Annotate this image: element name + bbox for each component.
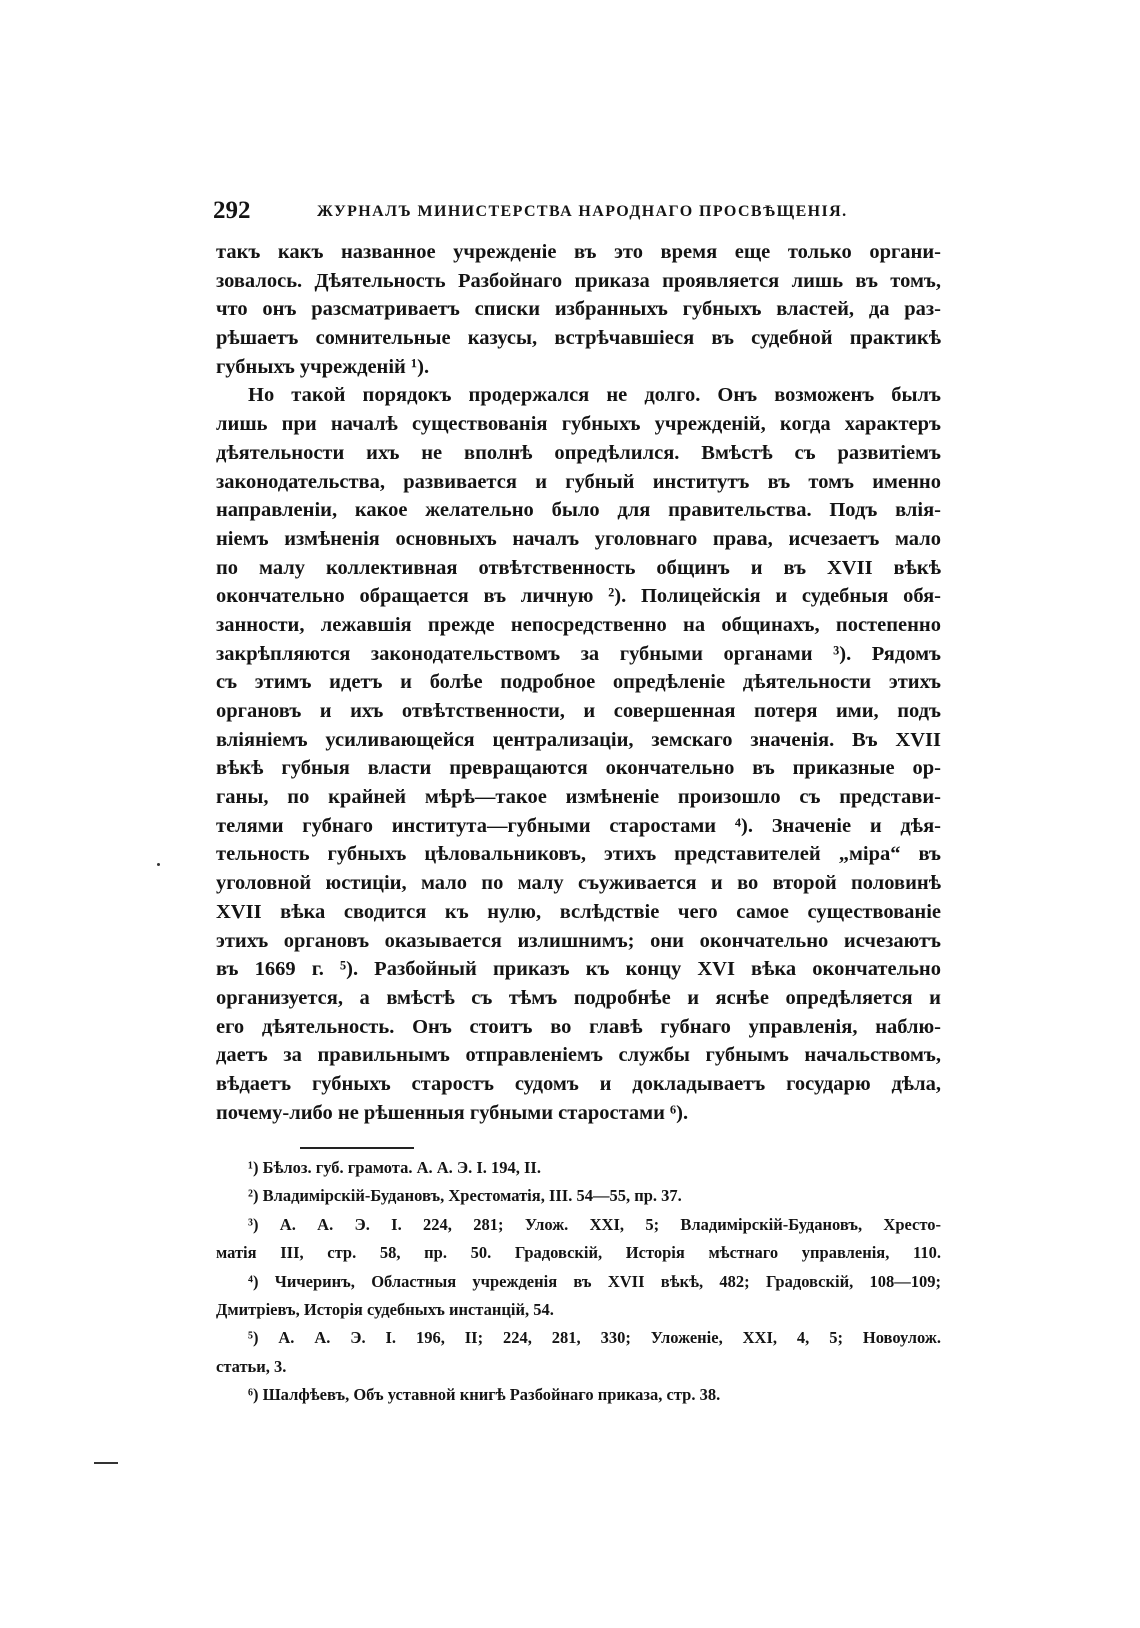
footnote-line: статьи, 3.: [216, 1356, 287, 1376]
body-line: губныхъ учрежденій ¹).: [216, 355, 430, 378]
footnote-line: ⁵) А. А. Э. I. 196, II; 224, 281, 330; Уложеніе, XXI, 4, 5; Новоулож.: [248, 1328, 941, 1348]
body-line: что онъ разсматриваетъ списки избранныхъ губныхъ властей, да раз-: [216, 298, 941, 321]
body-line: вѣкѣ губныя власти превращаются окончательно въ приказные ор-: [216, 757, 941, 780]
page-number: 292: [213, 197, 251, 224]
body-line: дѣятельности ихъ не вполнѣ опредѣлился. Вмѣстѣ съ развитіемъ: [216, 441, 941, 464]
body-line: ганы, по крайней мѣрѣ—такое измѣненіе произошло съ представи-: [216, 786, 941, 809]
footnote-line: матія III, стр. 58, пр. 50. Градовскій, Исторія мѣстнаго управленія, 110.: [216, 1243, 941, 1263]
body-line: организуется, а вмѣстѣ съ тѣмъ подробнѣе и яснѣе опредѣляется и: [216, 986, 941, 1009]
body-line: тельность губныхъ цѣловальниковъ, этихъ представителей „міра“ въ: [216, 843, 941, 866]
footnote-line: ³) А. А. Э. I. 224, 281; Улож. XXI, 5; Владимірскій-Будановъ, Хресто-: [248, 1214, 941, 1234]
body-line: уголовной юстиціи, мало по малу съуживается и во второй половинѣ: [216, 872, 941, 895]
body-line: зовалось. Дѣятельность Разбойнаго приказа проявляется лишь въ томъ,: [216, 269, 941, 292]
margin-mark: [94, 1462, 118, 1464]
footnote-line: ²) Владимірскій-Будановъ, Хрестоматія, III. 54—55, пр. 37.: [248, 1186, 682, 1206]
running-title: ЖУРНАЛЪ МИНИСТЕРСТВА НАРОДНАГО ПРОСВѢЩЕНІЯ.: [317, 203, 848, 220]
body-line: вліяніемъ усиливающейся централизаціи, земскаго значенія. Въ XVII: [216, 728, 941, 751]
body-line: вѣдаетъ губныхъ старостъ судомъ и докладываетъ государю дѣла,: [216, 1072, 941, 1095]
footnote-line: ⁶) Шалфѣевъ, Объ уставной книгѣ Разбойнаго приказа, стр. 38.: [248, 1385, 721, 1405]
body-line: занности, лежавшія прежде непосредственно на общинахъ, постепенно: [216, 613, 941, 636]
footnote-line: Дмитріевъ, Исторія судебныхъ инстанцій, 54.: [216, 1299, 554, 1319]
body-line: лишь при началѣ существованія губныхъ учрежденій, когда характеръ: [216, 413, 941, 436]
body-line: этихъ органовъ оказывается излишнимъ; они окончательно исчезаютъ: [216, 929, 941, 952]
page-header: [213, 196, 948, 226]
body-line: рѣшаетъ сомнительные казусы, встрѣчавшіеся въ судебной практикѣ: [216, 327, 941, 350]
body-line: по малу коллективная отвѣтственность общинъ и въ XVII вѣкѣ: [216, 556, 941, 579]
body-line: съ этимъ идетъ и болѣе подробное опредѣленіе дѣятельности этихъ: [216, 671, 941, 694]
footnotes: [216, 1154, 941, 1410]
body-line: окончательно обращается въ личную ²). Полицейскія и судебныя обя-: [216, 585, 941, 608]
body-text: [216, 238, 941, 1127]
body-line: въ 1669 г. ⁵). Разбойный приказъ къ концу XVI вѣка окончательно: [216, 958, 941, 981]
footnote-separator: [300, 1147, 414, 1149]
footnote-line: ¹) Бѣлоз. губ. грамота. А. А. Э. I. 194, II.: [248, 1158, 541, 1177]
body-line: такъ какъ названное учрежденіе въ это время еще только органи-: [216, 241, 941, 263]
footnote-line: ⁴) Чичеринъ, Областныя учрежденія въ XVII вѣкѣ, 482; Градовскій, 108—109;: [248, 1271, 941, 1291]
body-line: органовъ и ихъ отвѣтственности, и совершенная потеря ими, подъ: [216, 700, 941, 722]
body-line: почему-либо не рѣшенныя губными старостами ⁶).: [216, 1101, 689, 1124]
body-line: закрѣпляются законодательствомъ за губными органами ³). Рядомъ: [216, 642, 941, 665]
body-line: законодательства, развивается и губный институтъ въ томъ именно: [216, 470, 941, 493]
body-line: направленіи, какое желательно было для правительства. Подъ влія-: [216, 499, 941, 522]
scan-speck: [157, 863, 160, 866]
body-line: даетъ за правильнымъ отправленіемъ службы губнымъ начальствомъ,: [216, 1044, 941, 1067]
body-line: его дѣятельность. Онъ стоитъ во главѣ губнаго управленія, наблю-: [216, 1015, 941, 1038]
body-line: Но такой порядокъ продержался не долго. Онъ возможенъ былъ: [248, 384, 941, 407]
body-line: XVII вѣка сводится къ нулю, вслѣдствіе чего самое существованіе: [216, 900, 941, 923]
body-line: ніемъ измѣненія основныхъ началъ уголовнаго права, исчезаетъ мало: [216, 527, 941, 550]
body-line: телями губнаго института—губными старостами ⁴). Значеніе и дѣя-: [216, 814, 941, 837]
